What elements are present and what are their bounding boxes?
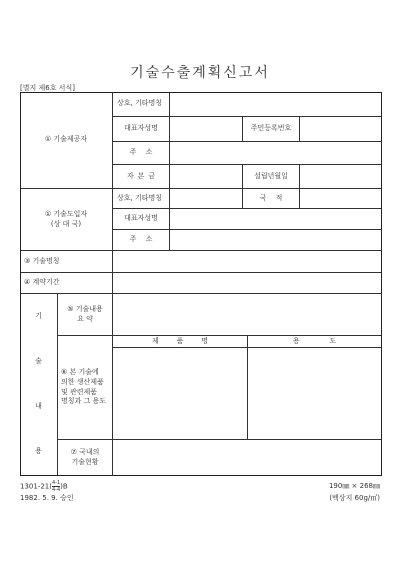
form-code-fraction: $\frac{4-1}{4-4}$	[51, 480, 61, 493]
importer-representative-field[interactable]	[170, 209, 382, 230]
provider-representative-field[interactable]	[170, 117, 243, 142]
provider-founded-field[interactable]	[300, 165, 382, 189]
paper-size: 190㎜ × 268㎜	[328, 482, 380, 490]
provider-founded-label: 설립년월일	[243, 165, 300, 189]
tech-summary-label: ⑤ 기술내용 요 약	[58, 294, 113, 336]
tech-name-label: ③ 기술명칭	[20, 251, 113, 273]
provider-representative-label: 대표자성명	[113, 117, 170, 142]
product-name-header: 제 품 명	[113, 336, 248, 348]
contract-period-field[interactable]	[113, 273, 382, 294]
provider-section-label: ① 기술제공자	[20, 92, 113, 189]
form-code: 1301-21( $\frac{4-1}{4-4}$ )B	[20, 480, 68, 493]
tech-summary-field[interactable]	[113, 294, 382, 336]
tech-name-field[interactable]	[113, 251, 382, 273]
contract-period-label: ④ 계약기간	[20, 273, 113, 294]
importer-trade-name-label: 상호, 기타명칭	[113, 189, 170, 209]
provider-resident-no-label: 주민등록번호	[243, 117, 300, 142]
paper-spec: (백상지 60g/㎡)	[329, 494, 380, 502]
importer-nationality-label: 국 적	[243, 189, 300, 209]
provider-capital-label: 자 본 금	[113, 165, 170, 189]
domestic-status-label: ⑦ 국내의 기술현황	[58, 440, 113, 476]
provider-capital-field[interactable]	[170, 165, 243, 189]
importer-nationality-field[interactable]	[300, 189, 382, 209]
usage-field[interactable]	[248, 348, 382, 440]
provider-trade-name-field[interactable]	[170, 92, 382, 117]
provider-address-field[interactable]	[170, 142, 382, 165]
importer-section-label: ① 기술도입자 (상 대 국)	[20, 189, 113, 251]
form-title: 기술수출계획신고서	[130, 65, 270, 81]
form-number-label: [별지 제6호 서식]	[20, 84, 75, 92]
importer-representative-label: 대표자성명	[113, 209, 170, 230]
tech-content-vertical-label: 기 술 내 용	[20, 294, 58, 476]
provider-trade-name-label: 상호, 기타명칭	[113, 92, 170, 117]
product-name-field[interactable]	[113, 348, 248, 440]
importer-address-field[interactable]	[170, 230, 382, 251]
importer-address-label: 주 소	[113, 230, 170, 251]
usage-header: 용 도	[248, 336, 382, 348]
provider-address-label: 주 소	[113, 142, 170, 165]
products-label: ⑥ 본 기술에 의한 생산제품 및 관련제품 명칭과 그 용도	[58, 336, 113, 440]
provider-resident-no-field[interactable]	[300, 117, 382, 142]
importer-trade-name-field[interactable]	[170, 189, 243, 209]
form-table	[20, 92, 382, 476]
approval-date: 1982. 5. 9. 승인	[20, 494, 74, 502]
domestic-status-field[interactable]	[113, 440, 382, 476]
